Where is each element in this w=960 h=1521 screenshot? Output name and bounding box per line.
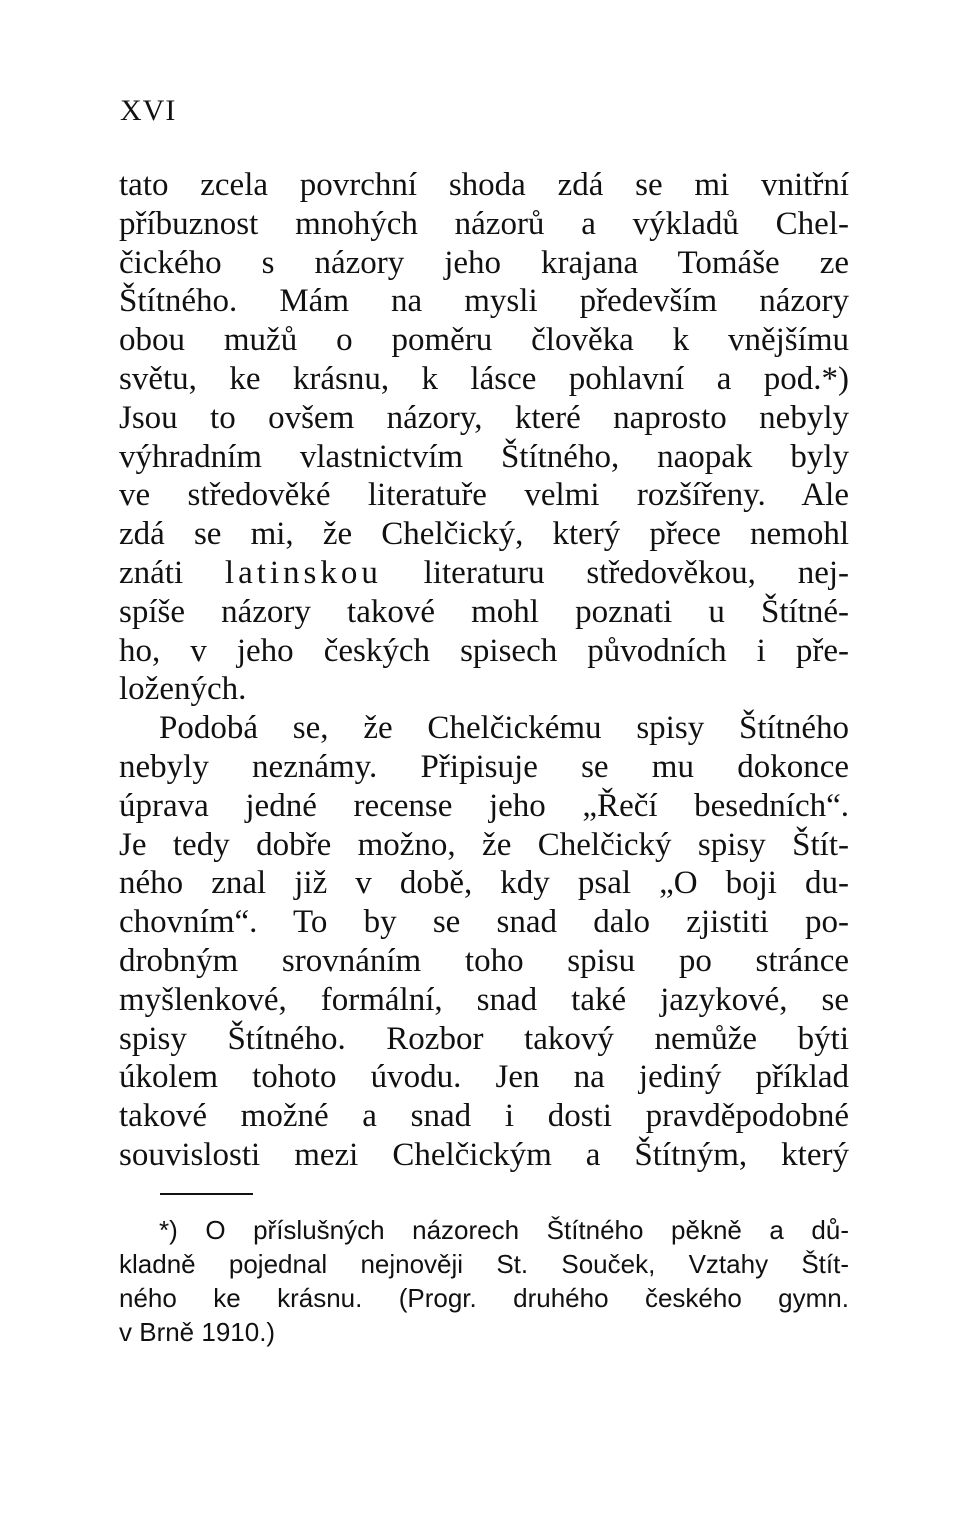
text-line: obou mužů o poměru člověka k vnějšímu: [119, 322, 849, 359]
footnote-line: ného ke krásnu. (Progr. druhého českého gymn.: [119, 1283, 849, 1313]
text-line: světu, ke krásnu, k lásce pohlavní a pod.*): [119, 360, 849, 397]
text-line: nebyly neznámy. Připisuje se mu dokonce: [119, 748, 849, 785]
text-line: ložených.: [119, 671, 247, 708]
text-line: myšlenkové, formální, snad také jazykové, se: [119, 981, 849, 1018]
text-line: Jsou to ovšem názory, které naprosto nebyly: [119, 399, 849, 436]
text-line: tato zcela povrchní shoda zdá se mi vnitřní: [119, 167, 849, 203]
text-line: čického s názory jeho krajana Tomáše ze: [119, 244, 849, 281]
footnote-line: *) O příslušných názorech Štítného pěkně a dů-: [159, 1215, 849, 1245]
footnote: [119, 1213, 849, 1349]
text-line: výhradním vlastnictvím Štítného, naopak byly: [119, 438, 849, 475]
text-line: drobným srovnáním toho spisu po stránce: [119, 942, 849, 979]
footnote-line: v Brně 1910.): [119, 1317, 276, 1347]
footnote-divider: [160, 1193, 253, 1195]
page-number: XVI: [120, 94, 177, 127]
text-line: ve středověké literatuře velmi rozšířeny. Ale: [119, 477, 849, 514]
text-line: Štítného. Mám na mysli především názory: [119, 283, 849, 320]
text-fragment: literaturu středověkou, nej-: [381, 554, 849, 591]
footnote-line: kladně pojednal nejnověji St. Souček, Vztahy Štít-: [119, 1249, 849, 1279]
text-line: příbuznost mnohých názorů a výkladů Chel-: [119, 205, 849, 242]
body-text: [119, 166, 849, 1175]
text-line: ho, v jeho českých spisech původních i pře-: [119, 632, 849, 669]
text-line: spisy Štítného. Rozbor takový nemůže býti: [119, 1020, 849, 1057]
text-fragment: znáti: [119, 554, 225, 591]
text-line: souvislosti mezi Chelčickým a Štítným, který: [119, 1136, 849, 1173]
text-line: úkolem tohoto úvodu. Jen na jediný příklad: [119, 1059, 849, 1096]
text-line: Je tedy dobře možno, že Chelčický spisy Štít-: [119, 826, 849, 863]
text-line: Podobá se, že Chelčickému spisy Štítného: [159, 710, 849, 747]
text-line: spíše názory takové mohl poznati u Štítné-: [119, 593, 849, 630]
text-line: zdá se mi, že Chelčický, který přece nemohl: [119, 516, 849, 553]
text-line: chovním“. To by se snad dalo zjistiti po-: [119, 904, 849, 941]
text-line: [119, 554, 849, 593]
spaced-word: latinskou: [224, 554, 382, 591]
text-line: úprava jedné recense jeho „Řečí besedních“.: [119, 787, 849, 824]
text-line: ného znal již v době, kdy psal „O boji du-: [119, 865, 849, 902]
text-line: takové možné a snad i dosti pravděpodobné: [119, 1098, 849, 1135]
